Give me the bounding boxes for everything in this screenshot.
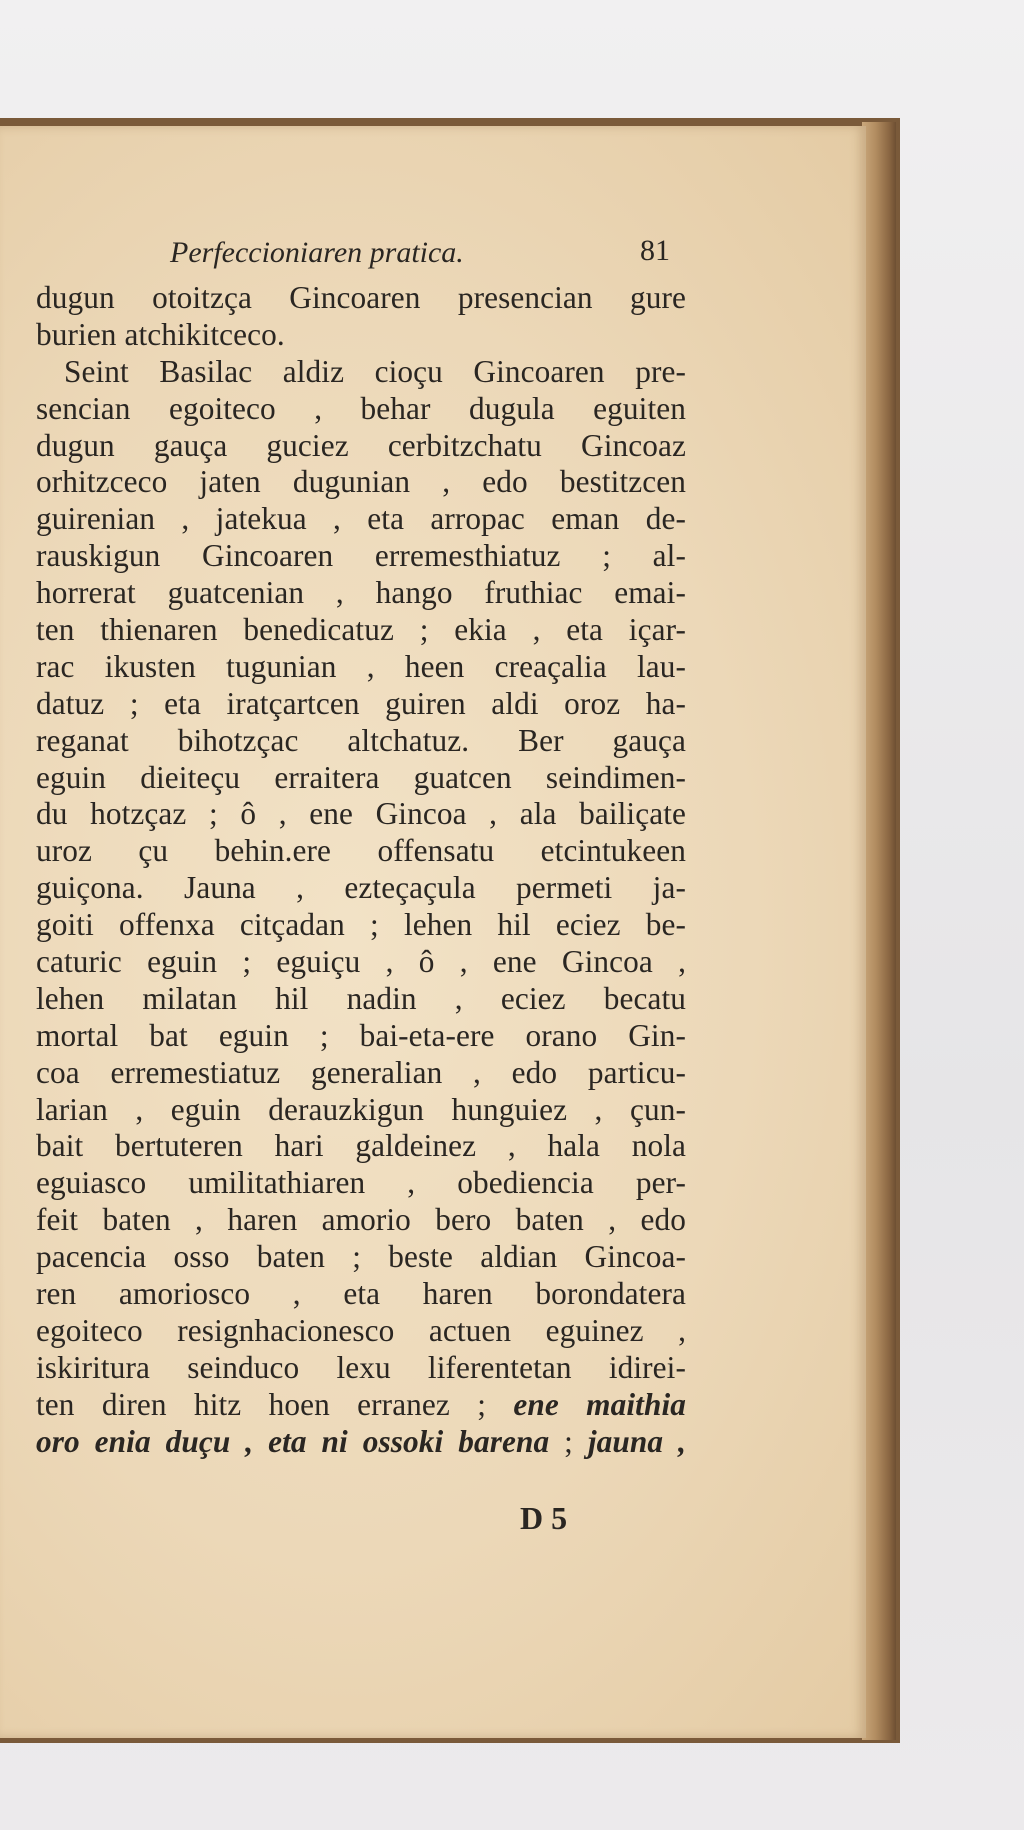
text-line: caturic eguin ; eguiçu , ô , ene Gincoa , — [36, 944, 686, 980]
text-line: eguiasco umilitathiaren , obediencia per- — [36, 1165, 686, 1201]
text-line-mixed — [36, 1387, 686, 1424]
text-line: uroz çu behin.ere offensatu etcintukeen — [36, 833, 686, 869]
signature-mark: D 5 — [520, 1500, 568, 1536]
text-line: bait bertuteren hari galdeinez , hala nola — [36, 1128, 686, 1164]
text-line: guiçona. Jauna , ezteçaçula permeti ja- — [36, 870, 686, 906]
text-line: larian , eguin derauzkigun hunguiez , çun- — [36, 1091, 686, 1127]
text-segment: ; — [549, 1423, 588, 1459]
text-line: ren amoriosco , eta haren borondatera — [36, 1276, 686, 1312]
italic-segment: oro enia duçu , eta ni ossoki barena — [36, 1423, 550, 1459]
text-line-mixed — [36, 1424, 686, 1461]
running-head — [170, 236, 670, 276]
text-line: horrerat guatcenian , hango fruthiac emai- — [36, 575, 686, 611]
running-title: Perfeccioniaren pratica. — [170, 236, 464, 269]
text-line: dugun otoitzça Gincoaren presencian gure — [36, 280, 686, 315]
text-line: burien atchikitceco. — [36, 316, 285, 352]
body-text — [36, 280, 686, 1461]
text-line: ten thienaren benedicatuz ; ekia , eta içar- — [36, 612, 686, 648]
italic-segment: jauna , — [587, 1423, 686, 1459]
text-line: dugun gauça guciez cerbitzchatu Gincoaz — [36, 427, 686, 463]
italic-segment: ene maithia — [513, 1386, 686, 1422]
text-line: guirenian , jatekua , eta arropac eman de- — [36, 501, 686, 537]
text-line: sencian egoiteco , behar dugula eguiten — [36, 390, 686, 426]
text-line: lehen milatan hil nadin , eciez becatu — [36, 980, 686, 1016]
text-line: rauskigun Gincoaren erremesthiatuz ; al- — [36, 538, 686, 574]
page-number: 81 — [640, 234, 670, 267]
text-segment: ten diren hitz hoen erranez ; — [36, 1386, 487, 1422]
text-line: Seint Basilac aldiz cioçu Gincoaren pre- — [64, 353, 686, 389]
text-line: iskiritura seinduco lexu liferentetan idirei- — [36, 1349, 686, 1385]
text-line: eguin dieiteçu erraitera guatcen seindimen- — [36, 759, 686, 795]
text-line: mortal bat eguin ; bai-eta-ere orano Gin- — [36, 1017, 686, 1053]
text-line: goiti offenxa citçadan ; lehen hil eciez be- — [36, 907, 686, 943]
text-line: pacencia osso baten ; beste aldian Gincoa- — [36, 1239, 686, 1275]
text-line: orhitzceco jaten dugunian , edo bestitzcen — [36, 464, 686, 500]
text-line: datuz ; eta iratçartcen guiren aldi oroz ha- — [36, 685, 686, 721]
text-line: feit baten , haren amorio bero baten , edo — [36, 1202, 686, 1238]
text-line: rac ikusten tugunian , heen creaçalia lau- — [36, 648, 686, 684]
text-line: reganat bihotzçac altchatuz. Ber gauça — [36, 722, 686, 758]
text-line: coa erremestiatuz generalian , edo particu- — [36, 1054, 686, 1090]
text-line: du hotzçaz ; ô , ene Gincoa , ala bailiçate — [36, 796, 686, 832]
text-line: egoiteco resignhacionesco actuen eguinez , — [36, 1312, 686, 1348]
page-fore-edge — [862, 122, 896, 1740]
